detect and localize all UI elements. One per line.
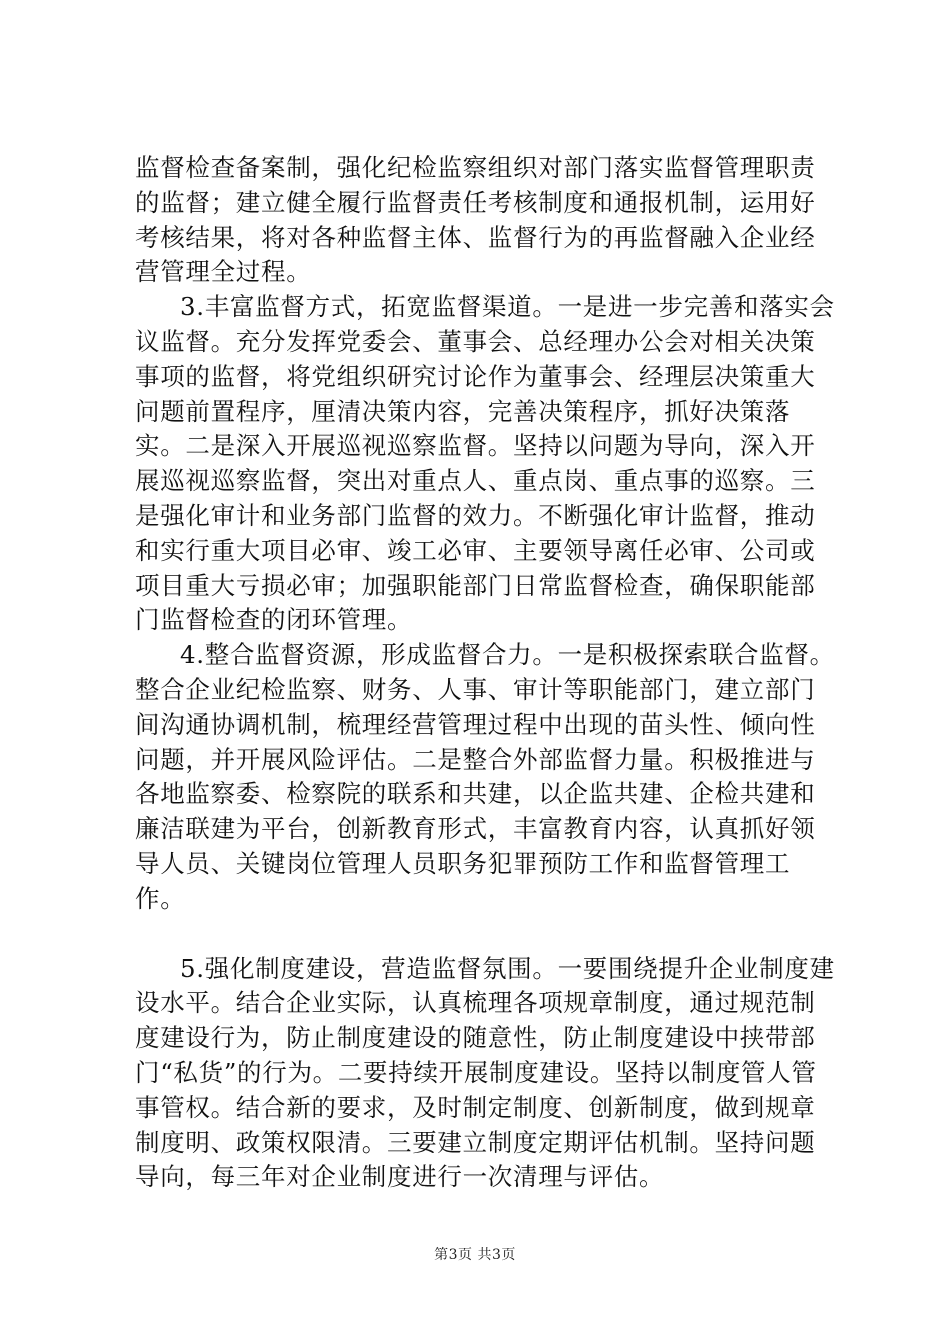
paragraph-item-4: 4.整合监督资源，形成监督合力。一是积极探索联合监督。整合企业纪检监察、财务、人事、审计等职能部门，建立部门间沟通协调机制，梳理经营管理过程中出现的苗头性、倾向性问题，并开展风险评估。二是整合外部监督力量。积极推进与各地监察委、检察院的联系和共建，以企监共建、企检共建和廉洁联建为平台，创新教育形式，丰富教育内容，认真抓好领导人员、关键岗位管理人员职务犯罪预防工作和监督管理工作。: [135, 640, 835, 913]
document-body: [135, 151, 835, 1195]
page-footer: 第3页 共3页: [434, 1247, 516, 1263]
paragraph-item-5: 5.强化制度建设，营造监督氛围。一要围绕提升企业制度建设水平。结合企业实际，认真梳理各项规章制度，通过规范制度建设行为，防止制度建设的随意性，防止制度建设中挟带部门“私货”的行为。二要持续开展制度建设。坚持以制度管人管事管权。结合新的要求，及时制定制度、创新制度，做到规章制度明、政策权限清。三要建立制度定期评估机制。坚持问题导向，每三年对企业制度进行一次清理与评估。: [135, 953, 835, 1192]
paragraph-item-3: 3.丰富监督方式，拓宽监督渠道。一是进一步完善和落实会议监督。充分发挥党委会、董事会、总经理办公会对相关决策事项的监督，将党组织研究讨论作为董事会、经理层决策重大问题前置程序，厘清决策内容，完善决策程序，抓好决策落实。二是深入开展巡视巡察监督。坚持以问题为导向，深入开展巡视巡察监督，突出对重点人、重点岗、重点事的巡察。三是强化审计和业务部门监督的效力。不断强化审计监督，推动和实行重大项目必审、竣工必审、主要领导离任必审、公司或项目重大亏损必审；加强职能部门日常监督检查，确保职能部门监督检查的闭环管理。: [135, 292, 835, 635]
paragraph-continuation: 监督检查备案制，强化纪检监察组织对部门落实监督管理职责的监督；建立健全履行监督责任考核制度和通报机制，运用好考核结果，将对各种监督主体、监督行为的再监督融入企业经营管理全过程。: [135, 153, 816, 287]
